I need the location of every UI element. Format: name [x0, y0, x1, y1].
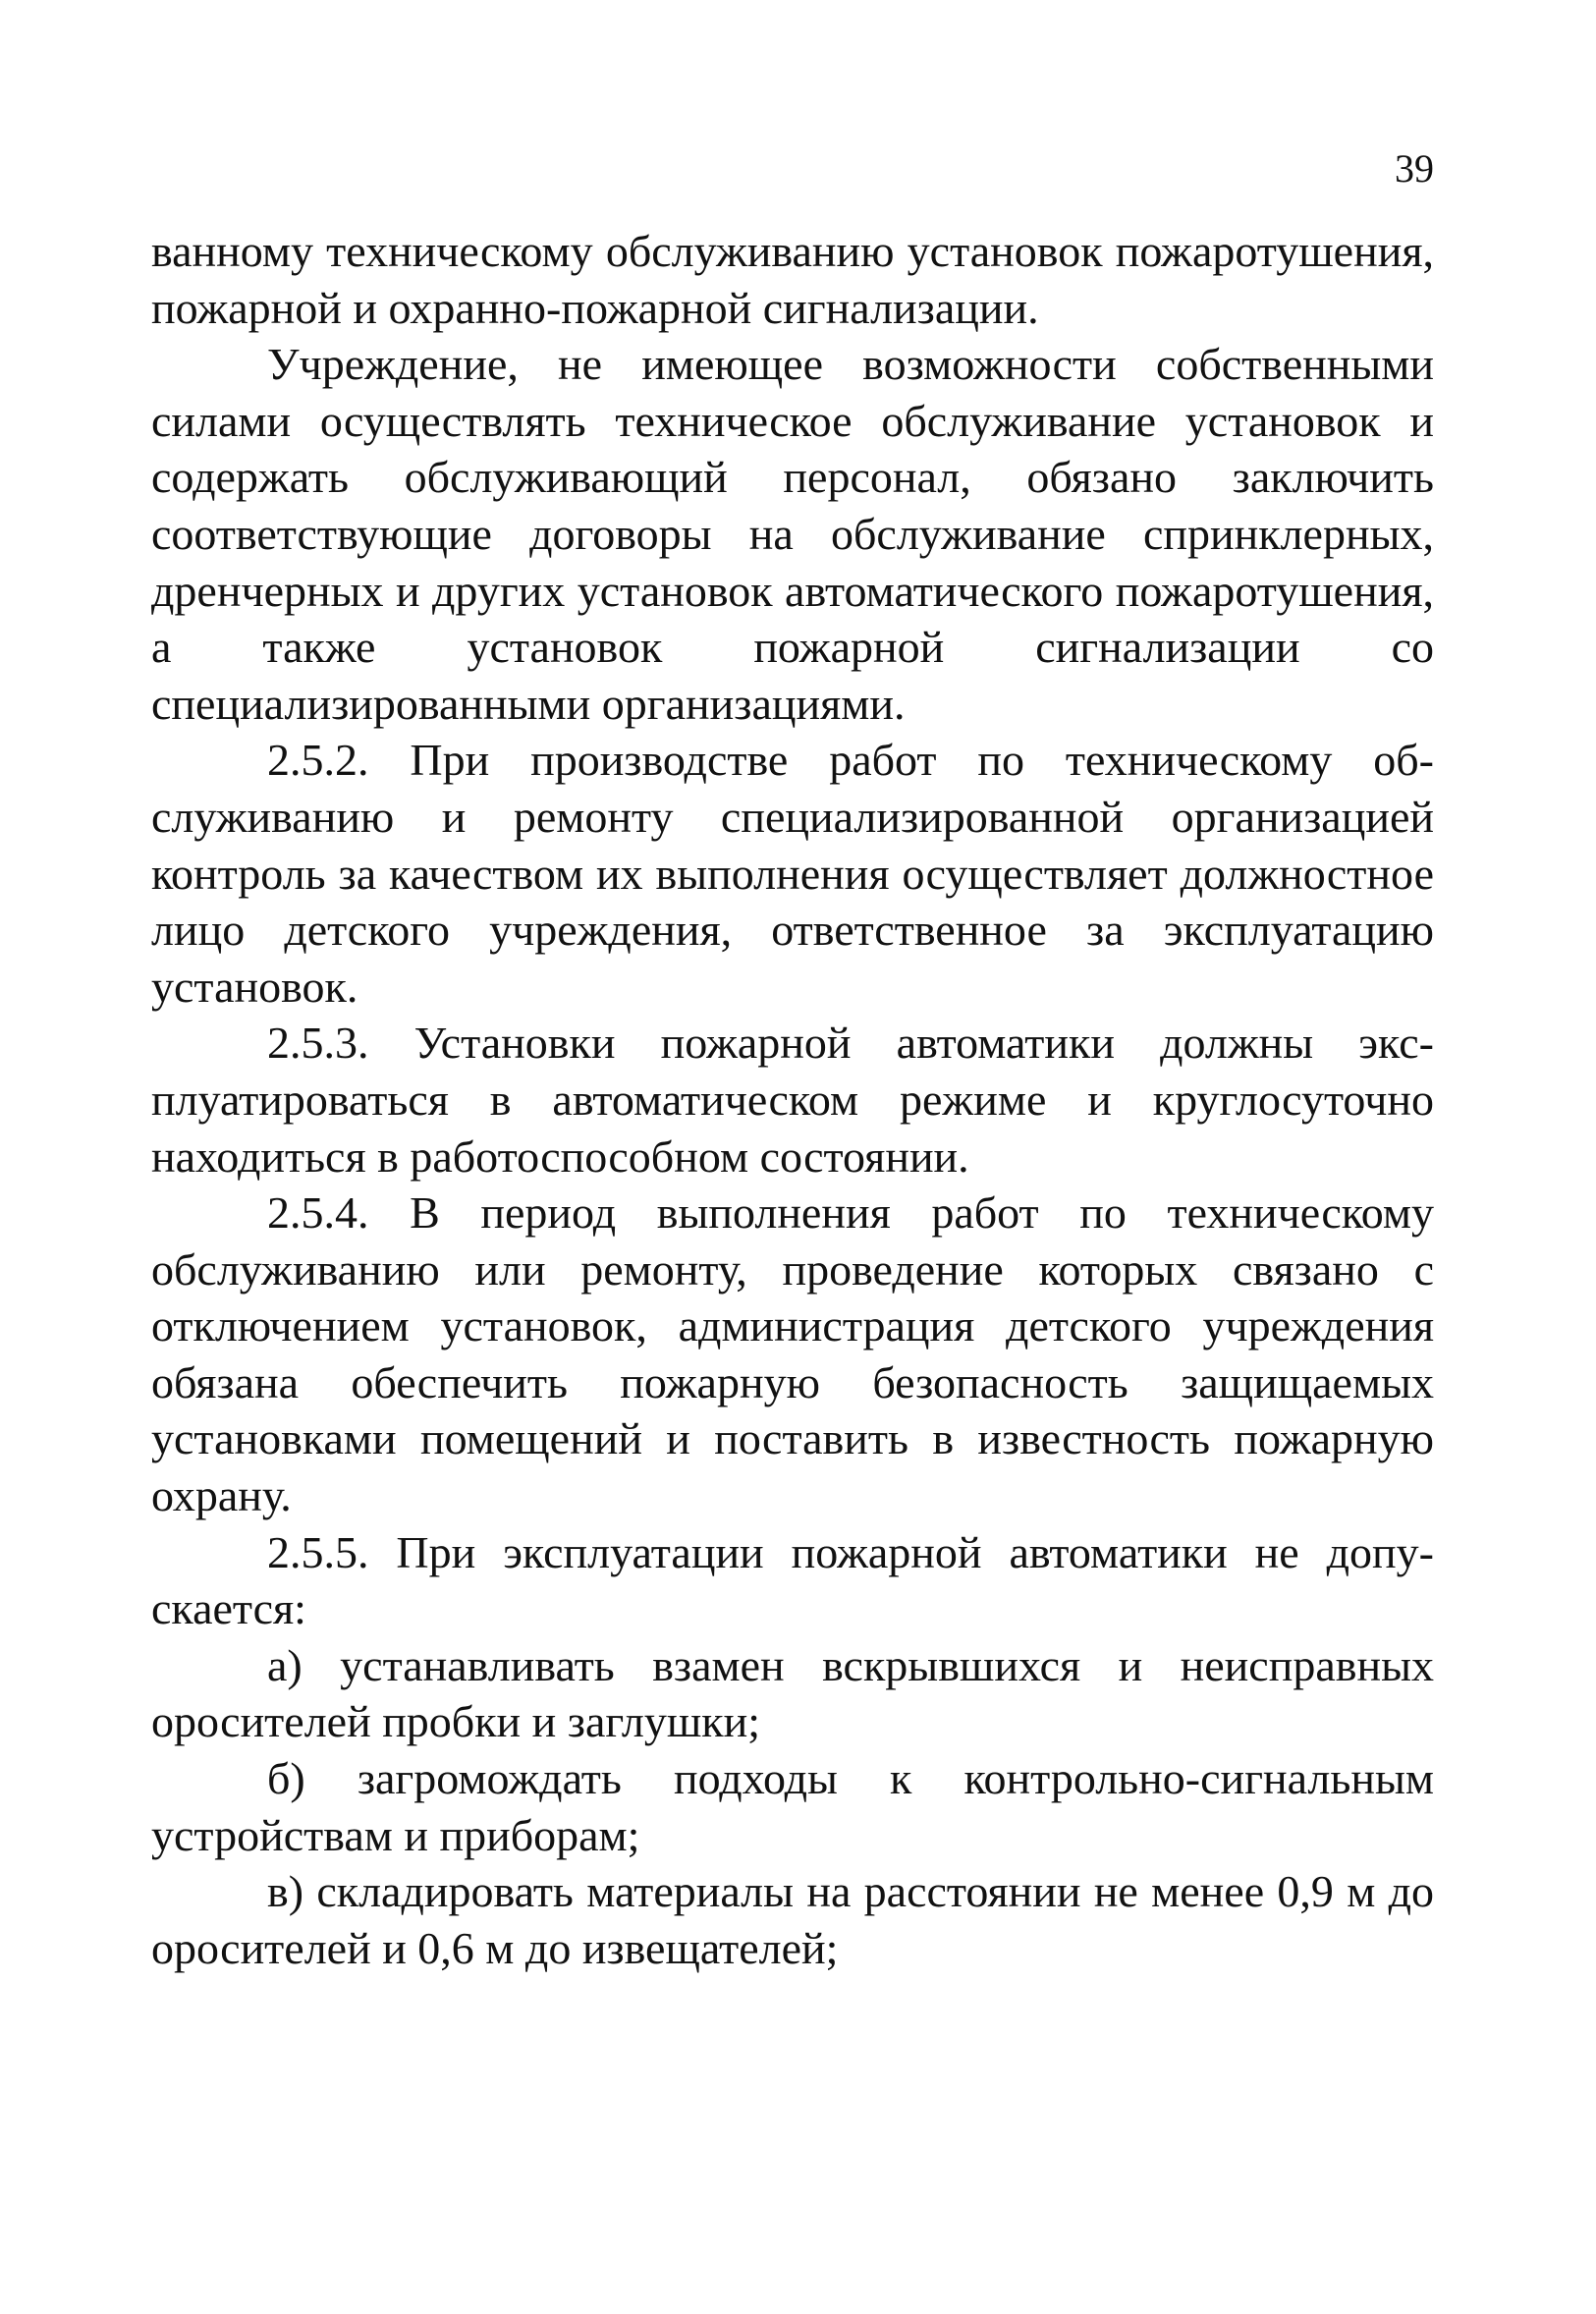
page-number: 39: [1395, 146, 1434, 191]
paragraph-continuation: ванному техническому обслуживанию установок пожаротушения, пожарной и охранно-пожарной сигнализации.: [151, 226, 1434, 333]
paragraph-2-5-4: 2.5.4. В период выполнения работ по техническому обслуживанию или ремонту, проведение которых связано с отключением установок, администрация детского учреждения обязана обеспечить пожарную безопасность защищаемых установками помещений и поставить в известность пожарную охрану.: [151, 1187, 1434, 1521]
body-text: [151, 223, 1434, 1976]
paragraph-2-5-5: 2.5.5. При эксплуатации пожарной автоматики не допускается:: [151, 1526, 1434, 1634]
paragraph-2-5-2: 2.5.2. При производстве работ по техническому обслуживанию и ремонту специализированной организацией контроль за качеством их выполнения осуществляет должностное лицо детского учреждения, ответственное за эксплуатацию установок.: [151, 735, 1434, 1012]
paragraph-institution-obligation: Учреждение, не имеющее возможности собственными силами осуществлять техническое обслуживание установок и содержать обслуживающий персонал, обязано заключить соответствующие договоры на обслуживание спринклерных, дренчерных и других установок автоматического пожаротушения, а также установок пожарной сигнализации со специализированными организациями.: [151, 339, 1434, 729]
paragraph-2-5-3: 2.5.3. Установки пожарной автоматики должны эксплуатироваться в автоматическом режиме и круглосуточно находиться в работоспособном состоянии.: [151, 1018, 1434, 1182]
list-item-a: а) устанавливать взамен вскрывшихся и неисправных оросителей пробки и заглушки;: [151, 1639, 1434, 1747]
list-item-b: б) загромождать подходы к контрольно-сигнальным устройствам и приборам;: [151, 1753, 1434, 1860]
list-item-v: в) складировать материалы на расстоянии не менее 0,9 м до оросителей и 0,6 м до извещателей;: [151, 1866, 1434, 1973]
